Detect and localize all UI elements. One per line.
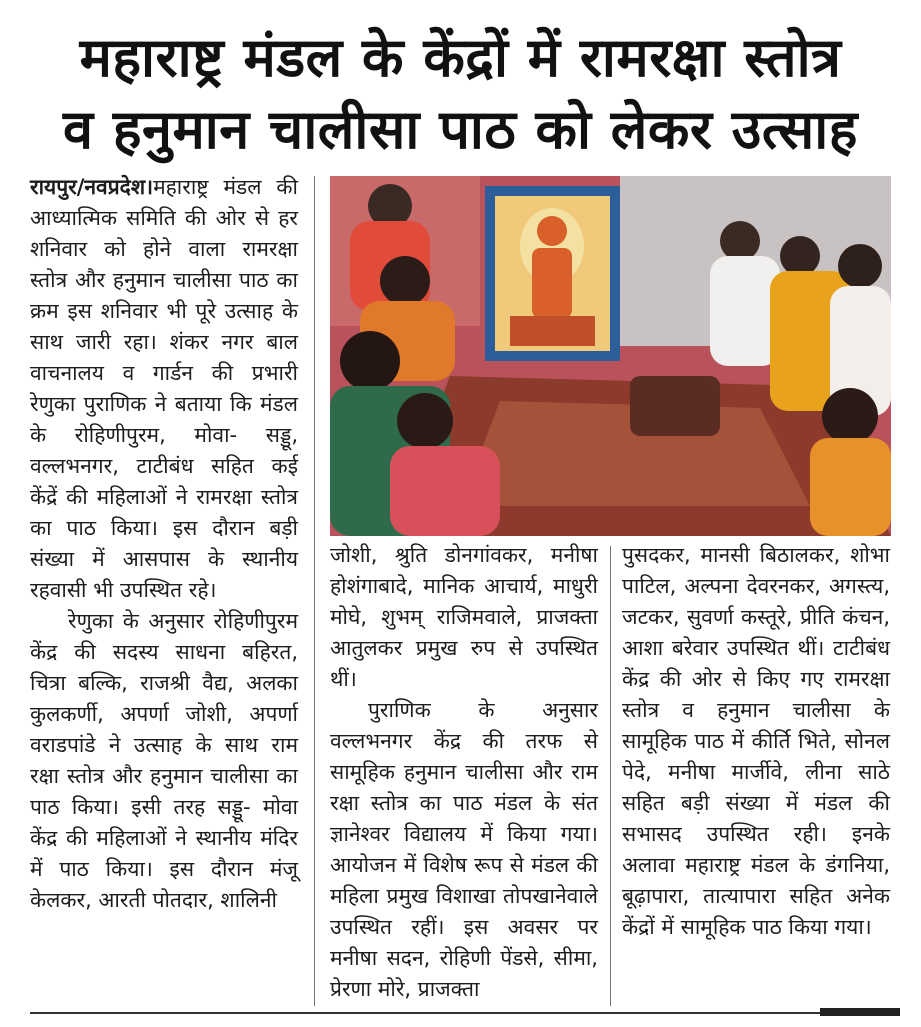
end-mark [820, 1008, 900, 1016]
headline-line-2: व हनुमान चालीसा पाठ को लेकर उत्साह [63, 98, 858, 161]
article-paragraph: पुराणिक के अनुसार वल्लभनगर केंद्र की तरफ से सामूहिक हनुमान चालीसा और राम रक्षा स्तोत्र का पाठ मंडल के संत ज्ञानेश्वर विद्यालय में किया गया। आयोजन में विशेष रूप से मंडल की महिला प्रमुख विशाखा तोपखानेवाले उपस्थित रहीं। इस अवसर पर मनीषा सदन, रोहिणी पेंडसे, सीमा, प्रेरणा मोरे, प्राजक्ता [330, 698, 598, 1001]
news-photo-illustration [330, 176, 891, 536]
article-paragraph: जोशी, श्रुति डोनगांवकर, मनीषा होशंगाबादे, मानिक आचार्य, माधुरी मोघे, शुभम् राजिमवाले, प्राजक्ता आतुलकर प्रमुख रुप से उपस्थित थीं। [330, 543, 598, 691]
column-rule [314, 176, 315, 1006]
article-paragraph [30, 172, 298, 606]
news-photo [330, 176, 891, 536]
column-rule [610, 546, 611, 1006]
headline-line-1: महाराष्ट्र मंडल के केंद्रों में रामरक्षा स्तोत्र [79, 26, 842, 89]
article-paragraph: रेणुका के अनुसार रोहिणीपुरम केंद्र की सदस्य साधना बहिरत, चित्रा बल्कि, राजश्री वैद्य, अलका कुलकर्णी, अपर्णा जोशी, अपर्णा वराडपांडे ने उत्साह के साथ राम रक्षा स्तोत्र और हनुमान चालीसा का पाठ किया। इसी तरह सड्डू- मोवा केंद्र की महिलाओं ने स्थानीय मंदिर में पाठ किया। इस दौरान मंजू केलकर, आरती पोतदार, शालिनी [30, 609, 298, 912]
bottom-rule [30, 1012, 888, 1014]
article-column-2 [330, 540, 598, 1005]
article-paragraph: पुसदकर, मानसी बिठालकर, शोभा पाटिल, अल्पना देवरनकर, अगस्त्य, जटकर, सुवर्णा कस्तूरे, प्रीति कंचन, आशा बरेवार उपस्थित थीं। टाटीबंध केंद्र की ओर से किए गए रामरक्षा स्तोत्र व हनुमान चालीसा के सामूहिक पाठ में कीर्ति भिते, सोनल पेदे, मनीषा मार्जीवे, लीना साठे सहित बड़ी संख्या में मंडल की सभासद उपस्थित रही। इनके अलावा महाराष्ट्र मंडल के डंगनिया, बूढ़ापारा, तात्यापारा सहित अनेक केंद्रों में सामूहिक पाठ किया गया। [622, 543, 890, 939]
dateline: रायपुर/नवप्रदेश। [30, 175, 154, 199]
article-column-1 [30, 172, 298, 916]
article-column-3 [622, 540, 890, 943]
article-text: महाराष्ट्र मंडल की आध्यात्मिक समिति की ओर से हर शनिवार को होने वाला रामरक्षा स्तोत्र और हनुमान चालीसा पाठ का क्रम इस शनिवार भी पूरे उत्साह के साथ जारी रहा। शंकर नगर बाल वाचनालय व गार्डन की प्रभारी रेणुका पुराणिक ने बताया कि मंडल के रोहिणीपुरम, मोवा- सड्डू, वल्लभनगर, टाटीबंध सहित कई केंद्रें की महिलाओं ने रामरक्षा स्तोत्र का पाठ किया। इस दौरान बड़ी संख्या में आसपास के स्थानीय रहवासी भी उपस्थित रहे। [30, 175, 298, 602]
headline [0, 22, 921, 166]
